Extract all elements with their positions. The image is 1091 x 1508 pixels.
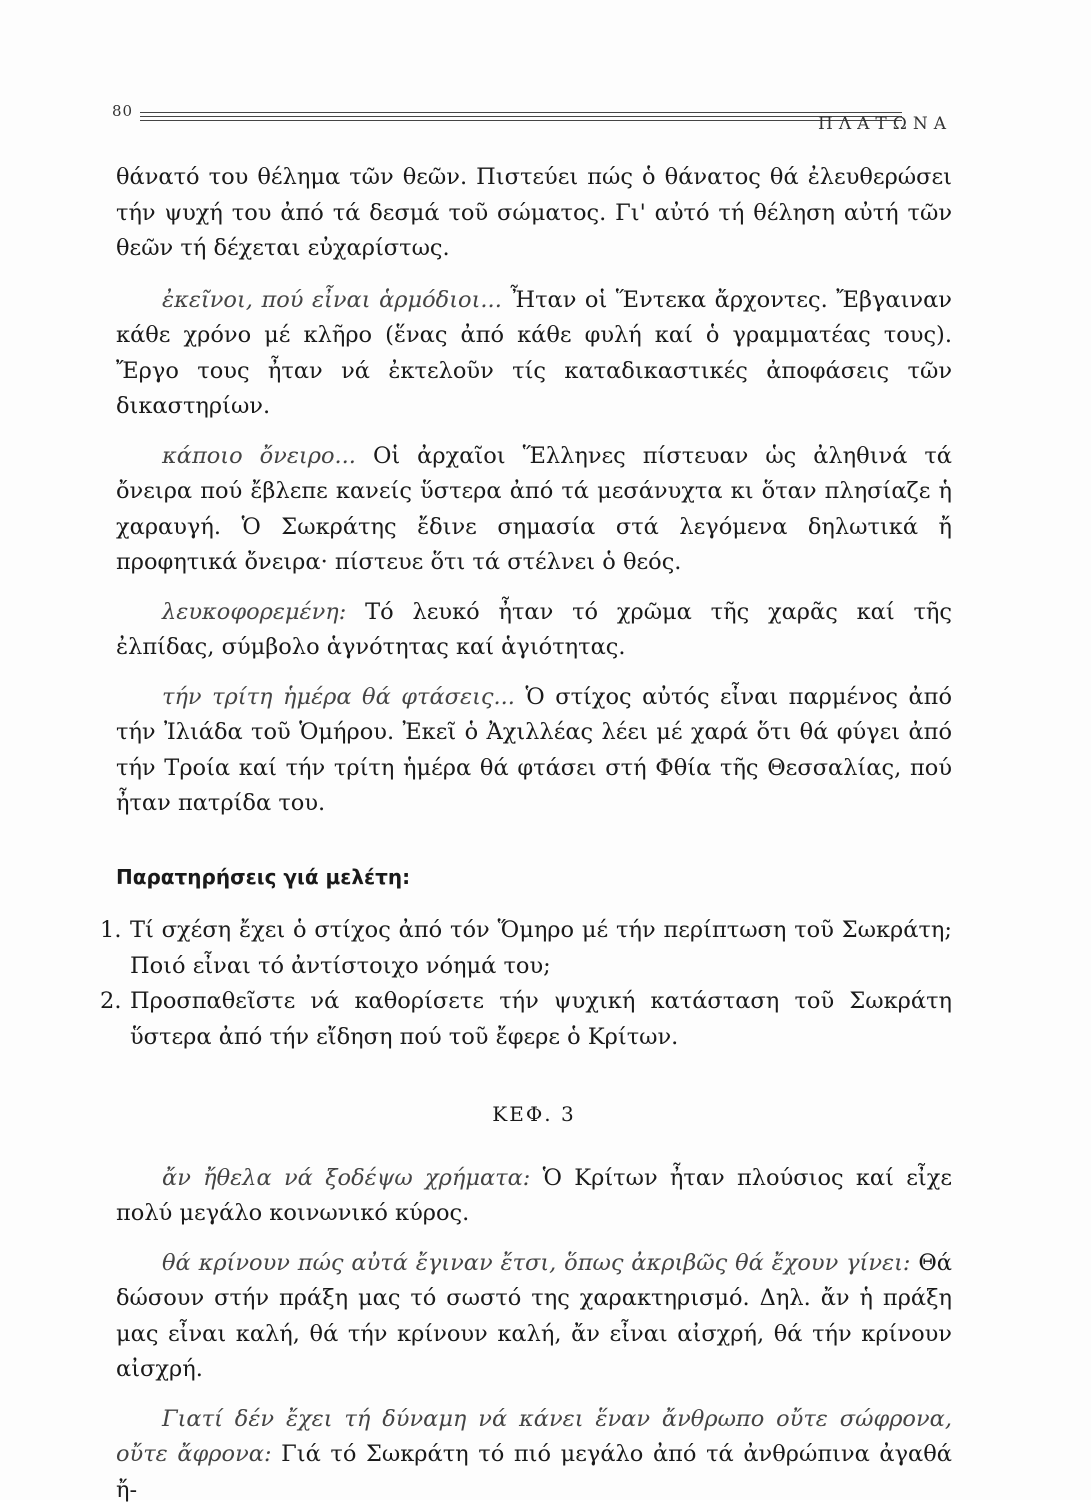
- note-paragraph: [116, 680, 952, 822]
- list-item: [116, 913, 952, 984]
- note-term: Γιατί δέν ἔχει τή δύναμη νά κάνει ἕναν ἄνθρωπο οὔτε σώφρονα, οὔτε ἄφρονα:: [116, 1406, 952, 1468]
- note-term: θά κρίνουν πώς αὐτά ἔγιναν ἔτσι, ὅπως ἀκριβῶς θά ἔχουν γίνει:: [162, 1250, 911, 1276]
- header-rule: [140, 120, 902, 121]
- note-paragraph: [116, 1161, 952, 1232]
- note-paragraph: [116, 439, 952, 581]
- running-header: [112, 98, 952, 138]
- note-paragraph: [116, 1246, 952, 1388]
- intro-paragraph: θάνατό του θέλημα τῶν θεῶν. Πιστεύει πώς ὁ θάνατος θά ἐλευθερώσει τήν ψυχή του ἀπό τά δεσμά τοῦ σώματος. Γι' αὐτό τή θέληση αὐτή τῶν θεῶν τή δέχεται εὐχαρίστως.: [116, 160, 952, 267]
- note-text: Οἱ ἀρχαῖοι Ἕλληνες πίστευαν ὡς ἀληθινά τά ὄνειρα πού ἔβλεπε κανείς ὕστερα ἀπό τά μεσάνυχτα κι ὅταν πλησίαζε ἡ χαραυγή. Ὁ Σωκράτης ἔδινε σημασία στά λεγόμενα δηλωτικά ἤ προφητικά ὄνειρα· πίστευε ὅτι τά στέλνει ὁ θεός.: [116, 443, 952, 576]
- page-body: [116, 160, 952, 1508]
- list-item-text: Τί σχέση ἔχει ὁ στίχος ἀπό τόν Ὅμηρο μέ τήν περίπτωση τοῦ Σωκράτη; Ποιό εἶναι τό ἀντίστοιχο νόημά του;: [130, 917, 952, 979]
- study-list: [116, 913, 952, 1055]
- note-text: Γιά τό Σωκράτη τό πιό μεγάλο ἀπό τά ἀνθρώπινα ἀγαθά ἤ-: [116, 1441, 952, 1503]
- chapter-heading: ΚΕΦ. 3: [116, 1097, 952, 1133]
- note-term: τήν τρίτη ἡμέρα θά φτάσεις...: [162, 684, 515, 710]
- running-title: ΠΛΑΤΩΝΑ: [818, 114, 952, 134]
- note-text: Ἦταν οἱ Ἕντεκα ἄρχοντες. Ἔβγαιναν κάθε χρόνο μέ κλῆρο (ἕνας ἀπό κάθε φυλή καί ὁ γραμματέας τους). Ἔργο τους ἦταν νά ἐκτελοῦν τίς καταδικαστικές ἀποφάσεις τῶν δικαστηρίων.: [116, 287, 952, 420]
- header-rule: [140, 116, 902, 117]
- note-term: ἄν ἤθελα νά ξοδέψω χρήματα:: [162, 1165, 530, 1191]
- note-term: λευκοφορεμένη:: [162, 599, 346, 625]
- note-text: Θά δώσουν στήν πράξη μας τό σωστό της χαρακτηρισμό. Δηλ. ἄν ἡ πράξη μας εἶναι καλή, θά τήν κρίνουν καλή, ἄν εἶναι αἰσχρή, θά τήν κρίνουν αἰσχρή.: [116, 1250, 952, 1383]
- note-paragraph: [116, 595, 952, 666]
- header-rule: [140, 112, 902, 113]
- list-item-number: 1.: [100, 913, 121, 949]
- note-text: Τό λευκό ἦταν τό χρῶμα τῆς χαρᾶς καί τῆς ἐλπίδας, σύμβολο ἁγνότητας καί ἁγιότητας.: [116, 599, 952, 661]
- note-term: ἐκεῖνοι, πού εἶναι ἁρμόδιοι...: [162, 287, 502, 313]
- note-text: Ὁ στίχος αὐτός εἶναι παρμένος ἀπό τήν Ἰλιάδα τοῦ Ὁμήρου. Ἐκεῖ ὁ Ἀχιλλέας λέει μέ χαρά ὅτι θά φύγει ἀπό τήν Τροία καί τήν τρίτη ἡμέρα θά φτάσει στή Φθία τῆς Θεσσαλίας, πού ἦταν πατρίδα του.: [116, 684, 952, 817]
- note-paragraph: [116, 1402, 952, 1508]
- list-item: [116, 984, 952, 1055]
- note-term: κάποιο ὄνειρο...: [162, 443, 356, 469]
- list-item-number: 2.: [100, 984, 121, 1020]
- study-heading: Παρατηρήσεις γιά μελέτη:: [116, 860, 952, 896]
- note-paragraph: [116, 283, 952, 425]
- page-number: 80: [112, 102, 133, 120]
- note-text: Ὁ Κρίτων ἦταν πλούσιος καί εἶχε πολύ μεγάλο κοινωνικό κύρος.: [116, 1165, 952, 1227]
- list-item-text: Προσπαθεῖστε νά καθορίσετε τήν ψυχική κατάσταση τοῦ Σωκράτη ὕστερα ἀπό τήν εἴδηση πού τοῦ ἔφερε ὁ Κρίτων.: [130, 988, 952, 1050]
